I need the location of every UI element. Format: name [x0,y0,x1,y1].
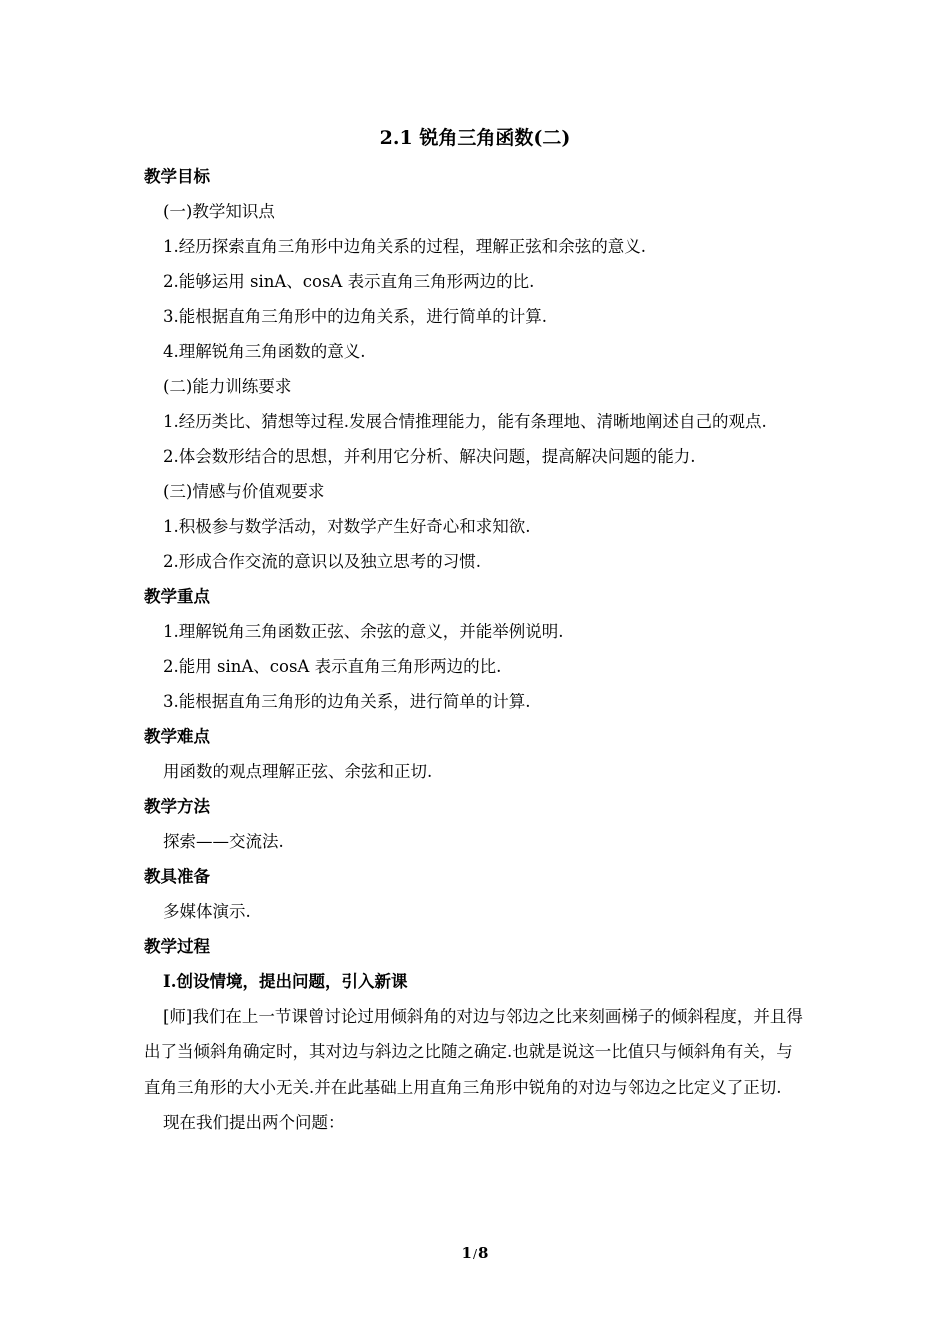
knowledge-item-2: 2.能够运用 sinA、cosA 表示直角三角形两边的比. [163,272,535,291]
total-pages-number: 8 [478,1244,489,1262]
document-body [144,159,809,1140]
page-separator: / [472,1247,478,1261]
section-heading-process: 教学过程 [144,937,210,957]
knowledge-item-1: 1.经历探索直角三角形中边角关系的过程，理解正弦和余弦的意义. [163,237,646,256]
page-title: 2.1 锐角三角函数(二) [379,127,571,149]
tools-text: 多媒体演示. [163,902,251,922]
subheading-knowledge: (一)教学知识点 [163,202,275,221]
process-step-1-heading: Ⅰ.创设情境，提出问题，引入新课 [163,972,408,992]
current-page-number: 1 [461,1244,472,1262]
ability-item-2: 2.体会数形结合的思想，并利用它分析、解决问题，提高解决问题的能力. [163,447,696,467]
knowledge-item-4: 4.理解锐角三角函数的意义. [163,342,366,361]
emotion-item-2: 2.形成合作交流的意识以及独立思考的习惯. [163,552,481,572]
emotion-item-1: 1.积极参与数学活动，对数学产生好奇心和求知欲. [163,517,531,537]
subheading-emotion: (三)情感与价值观要求 [163,482,325,502]
method-text: 探索——交流法. [163,832,284,852]
process-paragraph-1: [师]我们在上一节课曾讨论过用倾斜角的对边与邻边之比来刻画梯子的倾斜程度，并且得出了当倾斜角确定时，其对边与斜边之比随之确定.也就是说这一比值只与倾斜角有关，与直角三角形的大小无关.并在此基础上用直角三角形中锐角的对边与邻边之比定义了正切. [144,1007,803,1097]
section-heading-key-points: 教学重点 [144,587,210,607]
section-heading-tools: 教具准备 [144,867,210,887]
subheading-ability: (二)能力训练要求 [163,377,292,396]
process-paragraph-2: 现在我们提出两个问题： [163,1112,345,1132]
page-number [0,1242,950,1265]
difficulty-text: 用函数的观点理解正弦、余弦和正切. [163,762,433,782]
section-heading-method: 教学方法 [144,797,210,817]
key-point-1: 1.理解锐角三角函数正弦、余弦的意义，并能举例说明. [163,622,564,642]
key-point-3: 3.能根据直角三角形的边角关系，进行简单的计算. [163,692,531,712]
knowledge-item-3: 3.能根据直角三角形中的边角关系，进行简单的计算. [163,307,547,326]
section-heading-objectives: 教学目标 [144,167,210,186]
section-heading-difficulty: 教学难点 [144,727,210,747]
key-point-2: 2.能用 sinA、cosA 表示直角三角形两边的比. [163,657,502,677]
ability-item-1: 1.经历类比、猜想等过程.发展合情推理能力，能有条理地、清晰地阐述自己的观点. [163,412,767,431]
